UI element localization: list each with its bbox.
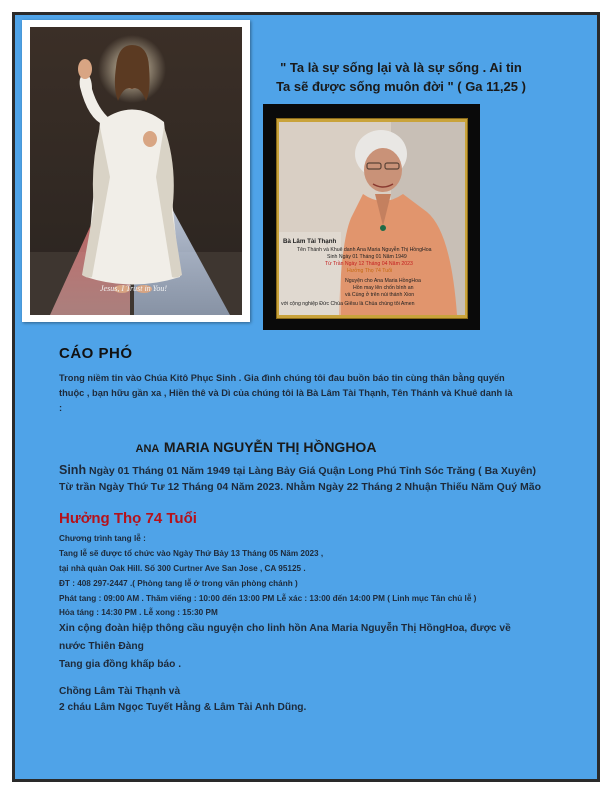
portrait-prayer-3: và Cùng ở trên núi thánh Xion: [345, 292, 415, 298]
portrait-baptismal: Tên Thánh và Khuê danh Ana Maria Nguyễn Thị HồngHoa: [297, 247, 432, 253]
announcement-heading: CÁO PHÓ: [59, 345, 133, 362]
closing-notice: Tang gia đồng khấp báo .: [59, 659, 182, 670]
birth-line: [59, 461, 536, 480]
divine-mercy-image: [22, 20, 250, 322]
portrait-prayer-1: Nguyện cho Ana Maria HồngHoa: [345, 278, 421, 284]
closing-prayer-2: nước Thiên Đàng: [59, 641, 144, 652]
portrait-prayer-2: Hồn may lên chốn bình an: [353, 285, 414, 291]
birth-lead: Sinh: [59, 463, 87, 477]
program-line-2: tại nhà quàn Oak Hill. Số 300 Curtner Ave San Jose , CA 95125 .: [59, 564, 306, 573]
death-line: Từ trần Ngày Thứ Tư 12 Tháng 04 Năm 2023. Nhằm Ngày 22 Tháng 2 Nhuận Thiếu Năm Quý Mão: [59, 481, 541, 493]
quote-line-1: " Ta là sự sống lại và là sự sống . Ai tin: [280, 60, 522, 75]
program-title: Chương trình tang lễ :: [59, 534, 146, 543]
program-line-1: Tang lễ sẽ được tổ chức vào Ngày Thứ Bảy 13 Tháng 05 Năm 2023 ,: [59, 549, 324, 558]
program-line-4: Phát tang : 09:00 AM . Thăm viếng : 10:00 đến 13:00 PM Lễ xác : 13:00 đến 14:00 PM ( Linh mục Tân chủ lễ ): [59, 594, 477, 603]
signature-line-2: 2 cháu Lâm Ngọc Tuyết Hằng & Lâm Tài Anh Dũng.: [59, 702, 307, 713]
name-main: MARIA NGUYỄN THỊ HỒNGHOA: [163, 439, 377, 455]
portrait-age: Hưởng Thọ 74 Tuổi: [347, 268, 393, 274]
quote-line-2: Ta sẽ được sống muôn đời " ( Ga 11,25 ): [276, 79, 526, 94]
signature-line-1: Chồng Lâm Tài Thạnh và: [59, 686, 181, 697]
age-line: Hưởng Thọ 74 Tuổi: [59, 510, 197, 527]
announcement-intro: [59, 371, 544, 416]
portrait-born: Sinh Ngày 01 Tháng 01 Năm 1949: [327, 254, 407, 260]
scripture-quote: [248, 58, 554, 96]
deceased-name: [56, 439, 456, 457]
portrait-name: Bà Lâm Tài Thạnh: [283, 238, 337, 245]
program-line-5: Hỏa táng : 14:30 PM . Lễ xong : 15:30 PM: [59, 608, 218, 617]
closing-prayer-1: Xin cộng đoàn hiệp thông cầu nguyện cho linh hồn Ana Maria Nguyễn Thị HồngHoa, được về: [59, 623, 511, 634]
memorial-portrait: [279, 122, 465, 315]
birth-rest: Ngày 01 Tháng 01 Năm 1949 tại Làng Bảy Giá Quận Long Phú Tỉnh Sóc Trăng ( Ba Xuyên): [86, 465, 536, 477]
program-line-3: ĐT : 408 297-2447 .( Phòng tang lễ ở trong văn phòng chánh ): [59, 579, 298, 588]
intro-line-2: thuộc , bạn hữu gần xa , Hiền thê và Dì của chúng tôi là Bà Lâm Tài Thạnh, Tên Thánh và Khuê danh là: [59, 388, 513, 398]
divine-mercy-painting: [30, 27, 242, 315]
portrait-died: Từ Trần Ngày 12 Tháng 04 Năm 2023: [325, 261, 413, 267]
intro-line-3: :: [59, 403, 63, 413]
image-caption: Jesus, I Trust in You!: [100, 284, 168, 293]
name-prefix: ANA: [135, 443, 160, 455]
intro-line-1: Trong niềm tin vào Chúa Kitô Phục Sinh . Gia đình chúng tôi đau buồn báo tin cùng thân bằng quyến: [59, 373, 505, 383]
portrait-prayer-4: với cộng nghiệp Đức Chúa Giêsu là Chúa chúng tôi Amen: [281, 301, 415, 307]
